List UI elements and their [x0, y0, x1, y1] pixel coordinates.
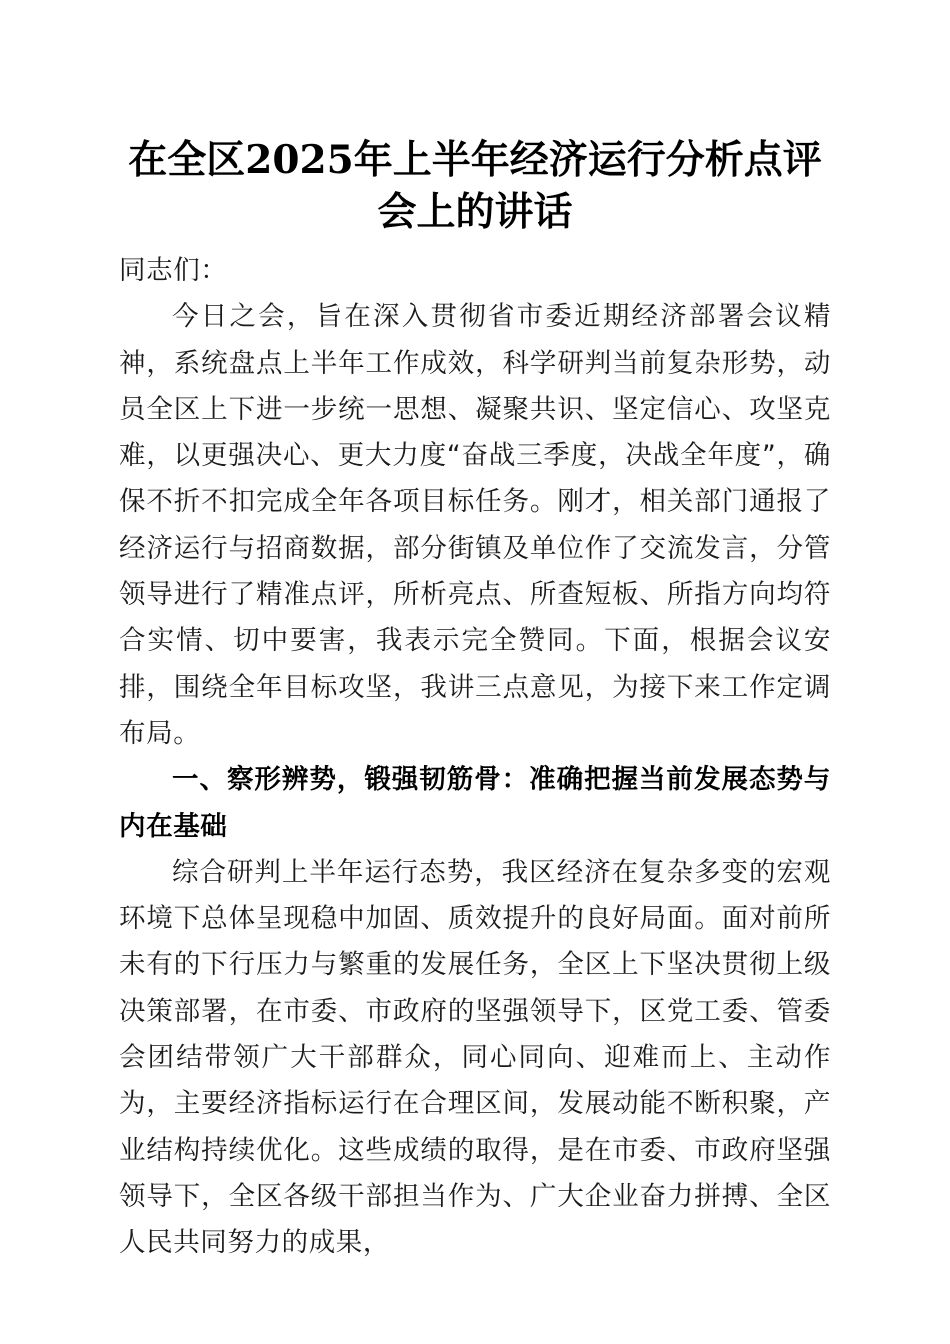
paragraph-situation: 综合研判上半年运行态势，我区经济在复杂多变的宏观环境下总体呈现稳中加固、质效提升的良好局面。面对前所未有的下行压力与繁重的发展任务，全区上下坚决贯彻上级决策部署，在市委、市政府的坚强领导下，区党工委、管委会团结带领广大干部群众，同心同向、迎难而上、主动作为，主要经济指标运行在合理区间，发展动能不断积聚，产业结构持续优化。这些成绩的取得，是在市委、市政府坚强领导下，全区各级干部担当作为、广大企业奋力拼搏、全区人民共同努力的成果， — [119, 856, 831, 1259]
document-title: 在全区2025年上半年经济运行分析点评会上的讲话 — [128, 137, 822, 235]
salutation: 同志们： — [119, 255, 228, 286]
section-heading-1: 一、察形辨势，锻强韧筋骨：准确把握当前发展态势与内在基础 — [119, 764, 831, 842]
paragraph-intro: 今日之会，旨在深入贯彻省市委近期经济部署会议精神，系统盘点上半年工作成效，科学研判当前复杂形势，动员全区上下进一步统一思想、凝聚共识、坚定信心、攻坚克难，以更强决心、更大力度“奋战三季度，决战全年度”，确保不折不扣完成全年各项目标任务。刚才，相关部门通报了经济运行与招商数据，部分街镇及单位作了交流发言，分管领导进行了精准点评，所析亮点、所查短板、所指方向均符合实情、切中要害，我表示完全赞同。下面，根据会议安排，围绕全年目标攻坚，我讲三点意见，为接下来工作定调布局。 — [119, 301, 831, 749]
document-body — [119, 248, 831, 1267]
